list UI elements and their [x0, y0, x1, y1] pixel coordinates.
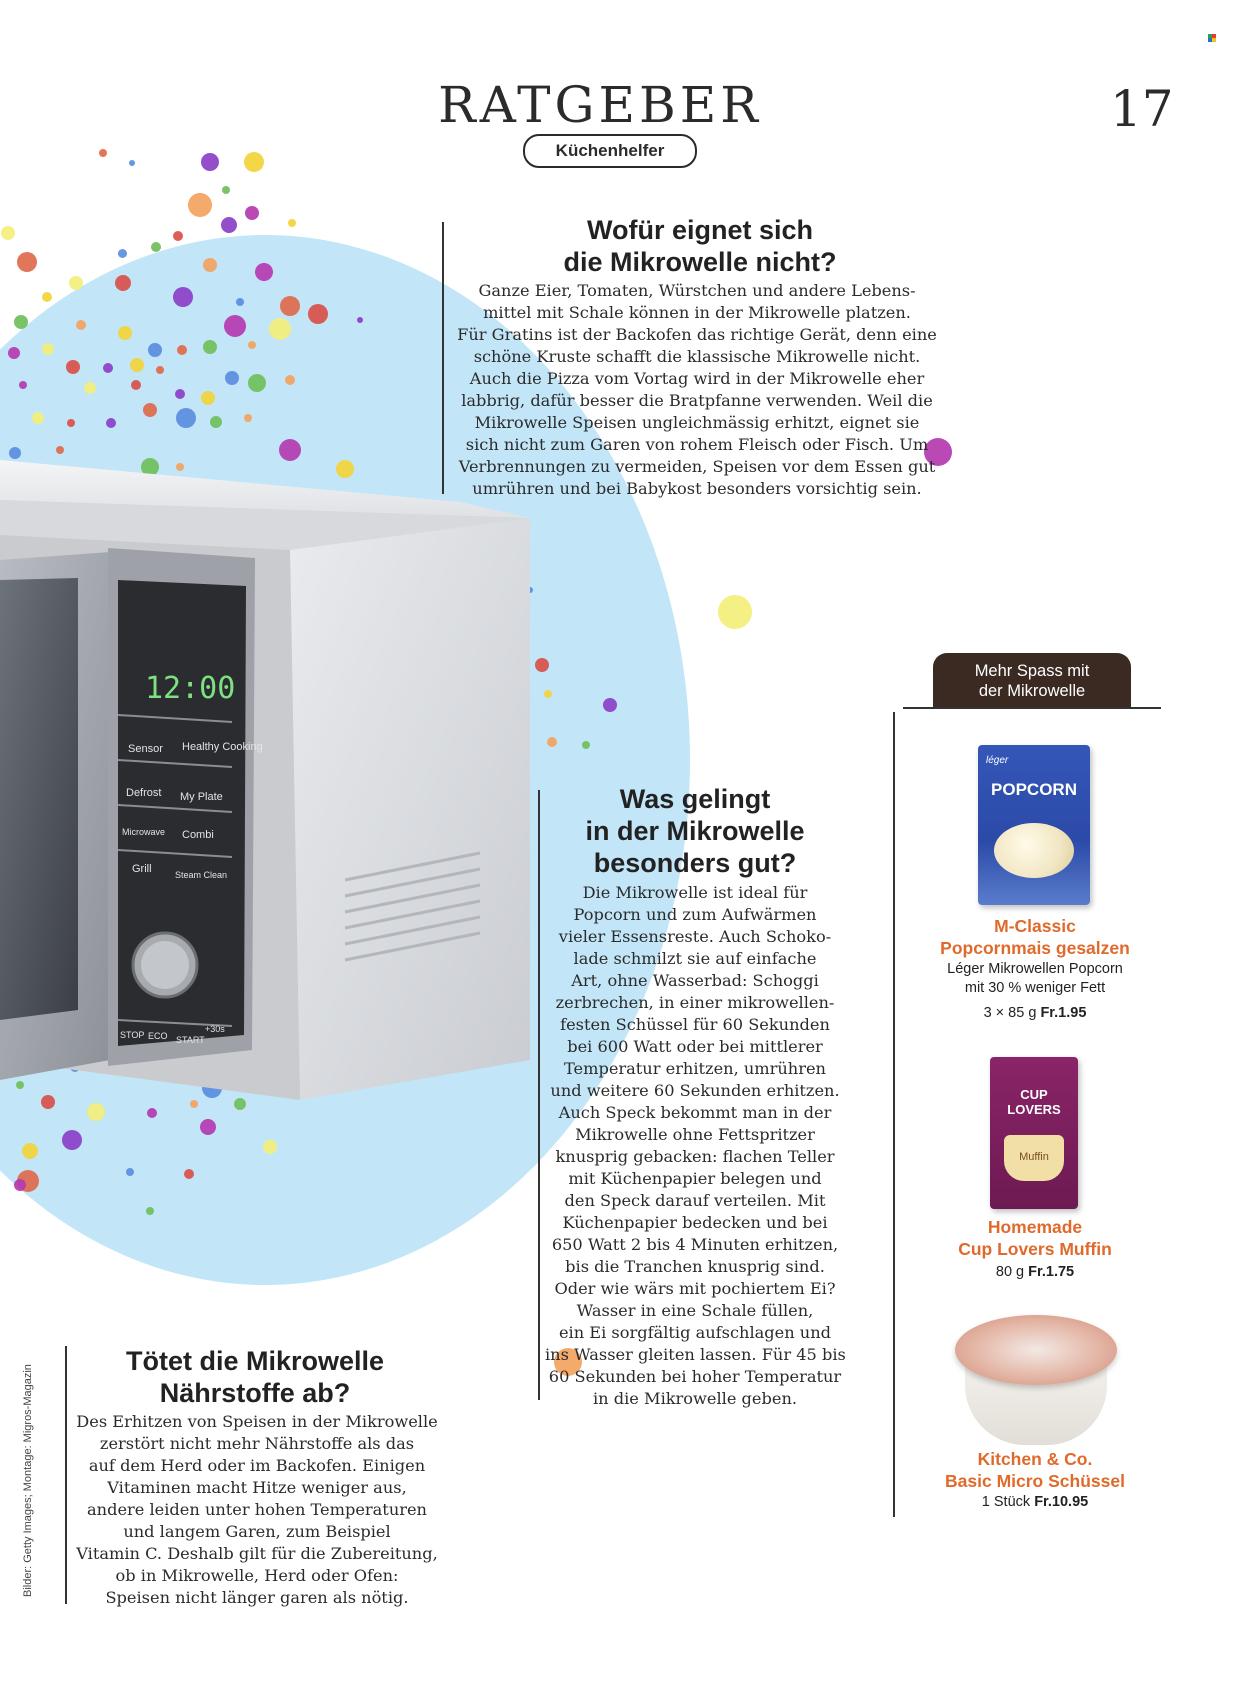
- confetti-dot: [201, 391, 215, 405]
- popcorn-package-subtext: léger: [986, 755, 1009, 766]
- confetti-dot: [156, 366, 164, 374]
- product-image-popcorn: [978, 745, 1090, 905]
- product-quantity: 1 Stück: [981, 1494, 1031, 1510]
- confetti-dot: [115, 275, 131, 291]
- confetti-dot: [176, 408, 196, 428]
- mw-btn-grill: Grill: [132, 863, 152, 875]
- product-quantity: 80 g: [995, 1264, 1025, 1280]
- microwave-display: 12:00: [145, 671, 236, 706]
- body-nutrients: Des Erhitzen von Speisen in der Mikrowelle zerstört nicht mehr Nährstoffe als das auf dem Herd oder im Backofen. Einigen Vitaminen macht Hitze weniger aus, andere leiden unter hohen Temperaturen und langem Garen, zum Beispiel Vitamin C. Deshalb gilt für die Zubereitung, ob in Mikrowelle, Herd oder Ofen: Speisen nicht länger garen als nötig.: [76, 1412, 438, 1607]
- mw-btn-plus30: +30s: [205, 1024, 225, 1034]
- product-price-popcorn: [920, 1005, 1150, 1021]
- confetti-dot: [244, 414, 252, 422]
- product-quantity: 3 × 85 g: [983, 1005, 1037, 1021]
- confetti-dot: [582, 741, 590, 749]
- confetti-dot: [76, 320, 86, 330]
- logo-mark-icon: [1208, 34, 1216, 42]
- muffin-package-label: CUP LOVERS: [1007, 1087, 1061, 1117]
- body-works-well: Die Mikrowelle ist ideal für Popcorn und zum Aufwärmen vieler Essensreste. Auch Schoko- lade schmilzt sie auf einfache Art, ohne Wasserbad: Schoggi zerbrechen, in einer mikrowellen- festen Schüssel für 60 Sekunden bei 600 Watt oder bei mittlerer Temperatur erhitzen, umrühren und weitere 60 Sekunden erhitzen. Auch Speck bekommt man in der Mikrowelle ohne Fettspritzer knusprig gebacken: flachen Teller mit Küchenpapier belegen und den Speck darauf verteilen. Mit Küchenpapier bedecken und bei 650 Watt 2 bis 4 Minuten erhitzen, bis die Tranchen knusprig sind. Oder wie wärs mit pochiertem Ei? Wasser in eine Schale füllen, ein Ei sorgfältig aufschlagen und ins Wasser gleiten lassen. Für 45 bis 60 Sekunden bei hoher Temperatur in die Mikrowelle geben.: [545, 883, 846, 1408]
- confetti-dot: [143, 403, 157, 417]
- mw-btn-microwave: Microwave: [122, 827, 166, 837]
- product-name-bowl: Kitchen & Co. Basic Micro Schüssel: [945, 1449, 1125, 1491]
- confetti-dot: [9, 447, 21, 459]
- product-image-bowl: [955, 1315, 1117, 1447]
- product-price: Fr.10.95: [1034, 1494, 1089, 1510]
- confetti-dot: [67, 419, 75, 427]
- confetti-dot: [184, 1169, 194, 1179]
- confetti-dot: [19, 381, 27, 389]
- confetti-dot: [535, 658, 549, 672]
- confetti-dot: [42, 343, 54, 355]
- confetti-dot: [225, 371, 239, 385]
- confetti-dot: [255, 263, 273, 281]
- confetti-dot: [203, 340, 217, 354]
- mw-btn-combi: Combi: [182, 829, 214, 841]
- mw-btn-myplate: My Plate: [180, 791, 223, 803]
- headline-nutrients: Tötet die Mikrowelle Nährstoffe ab?: [125, 1346, 385, 1408]
- confetti-dot: [175, 389, 185, 399]
- product-price: Fr.1.95: [1040, 1005, 1087, 1021]
- confetti-dot: [288, 219, 296, 227]
- confetti-dot: [130, 358, 144, 372]
- mw-btn-sensor: Sensor: [128, 743, 163, 755]
- confetti-dot: [236, 298, 244, 306]
- confetti-dot: [8, 347, 20, 359]
- mw-btn-healthy: Healthy Cooking: [182, 741, 263, 753]
- popcorn-package-label: POPCORN: [991, 780, 1077, 799]
- mw-btn-steamclean: Steam Clean: [175, 870, 228, 880]
- product-name-muffin: Homemade Cup Lovers Muffin: [958, 1217, 1112, 1259]
- confetti-dot: [210, 416, 222, 428]
- product-desc-popcorn: Léger Mikrowellen Popcorn mit 30 % weniger Fett: [947, 961, 1123, 996]
- mw-btn-stop: STOP: [120, 1030, 145, 1040]
- confetti-dot: [547, 737, 557, 747]
- confetti-dot: [66, 360, 80, 374]
- confetti-dot: [222, 186, 230, 194]
- confetti-dot: [148, 343, 162, 357]
- sidebar-tab-line: der Mikrowelle: [978, 682, 1086, 700]
- page-number: 17: [1110, 80, 1174, 138]
- confetti-dot: [224, 315, 246, 337]
- confetti-dot: [1, 226, 15, 240]
- confetti-dot: [173, 231, 183, 241]
- confetti-dot: [603, 698, 617, 712]
- confetti-dot: [248, 374, 266, 392]
- confetti-dot: [103, 363, 113, 373]
- confetti-dot: [308, 304, 328, 324]
- confetti-dot: [245, 206, 259, 220]
- confetti-dot: [42, 292, 52, 302]
- confetti-dot: [14, 1179, 26, 1191]
- confetti-dot: [84, 382, 96, 394]
- sidebar-vertical-rule: [893, 712, 895, 1517]
- confetti-dot: [269, 318, 291, 340]
- product-price-muffin: [920, 1264, 1150, 1280]
- confetti-dot: [221, 217, 237, 233]
- confetti-dot: [129, 160, 135, 166]
- confetti-dot: [99, 149, 107, 157]
- body-not-suitable: Ganze Eier, Tomaten, Würstchen und andere Lebens- mittel mit Schale können in der Mikrowelle platzen. Für Gratins ist der Backofen das richtige Gerät, denn eine schöne Kruste schafft die klassische Mikrowelle nicht. Auch die Pizza vom Vortag wird in der Mikrowelle eher labbrig, dafür besser die Bratpfanne verwenden. Weil die Mikrowelle Speisen ungleichmässig erhitzt, eignet sie sich nicht zum Garen von rohem Fleisch oder Fisch. Um Verbrennungen zu vermeiden, Speisen vor dem Essen gut umrühren und bei Babykost besonders vorsichtig sein.: [457, 281, 937, 498]
- confetti-dot: [17, 252, 37, 272]
- confetti-dot: [188, 193, 212, 217]
- confetti-dot: [201, 153, 219, 171]
- confetti-dot: [203, 258, 217, 272]
- confetti-dot: [118, 326, 132, 340]
- column-rule: [442, 222, 444, 494]
- confetti-dot: [146, 1207, 154, 1215]
- confetti-dot: [69, 276, 83, 290]
- product-image-muffin: [990, 1057, 1078, 1209]
- confetti-dot: [32, 412, 44, 424]
- sidebar-tab: [933, 653, 1131, 708]
- confetti-dot: [357, 317, 363, 323]
- confetti-dot: [106, 418, 116, 428]
- column-rule: [538, 790, 540, 1400]
- headline-works-well: Was gelingt in der Mikrowelle besonders gut?: [585, 784, 805, 878]
- sidebar-rule: [903, 707, 1161, 709]
- popcorn-bowl: [994, 823, 1074, 878]
- mw-btn-eco: ECO: [148, 1031, 168, 1041]
- confetti-dot: [280, 296, 300, 316]
- section-title: RATGEBER: [438, 76, 762, 134]
- confetti-dot: [279, 439, 301, 461]
- bowl-lid: [955, 1315, 1117, 1385]
- confetti-dot: [118, 249, 127, 258]
- sidebar-tab-line: Mehr Spass mit: [974, 662, 1090, 680]
- product-name-popcorn: M-Classic Popcornmais gesalzen: [940, 916, 1130, 958]
- confetti-dot: [56, 446, 64, 454]
- confetti-dot: [244, 152, 264, 172]
- confetti-dot: [151, 242, 161, 252]
- category-badge: Küchenhelfer: [523, 134, 697, 168]
- column-rule: [65, 1346, 67, 1604]
- confetti-dot: [131, 380, 141, 390]
- confetti-dot: [285, 375, 295, 385]
- confetti-dot: [173, 287, 193, 307]
- confetti-dot: [248, 341, 256, 349]
- microwave-illustration: [0, 460, 530, 1150]
- product-price: Fr.1.75: [1028, 1264, 1075, 1280]
- confetti-dot: [718, 595, 752, 629]
- product-price-bowl: [920, 1494, 1150, 1510]
- image-credit: Bilder: Getty Images; Montage: Migros-Magazin: [22, 1364, 34, 1597]
- confetti-dot: [14, 315, 28, 329]
- headline-not-suitable: Wofür eignet sich die Mikrowelle nicht?: [563, 215, 837, 277]
- mw-btn-start: START: [176, 1035, 205, 1045]
- confetti-dot: [177, 345, 187, 355]
- mw-btn-defrost: Defrost: [126, 787, 162, 799]
- muffin-package-subtext: Muffin: [1019, 1151, 1049, 1163]
- confetti-dot: [544, 690, 552, 698]
- confetti-dot: [126, 1168, 134, 1176]
